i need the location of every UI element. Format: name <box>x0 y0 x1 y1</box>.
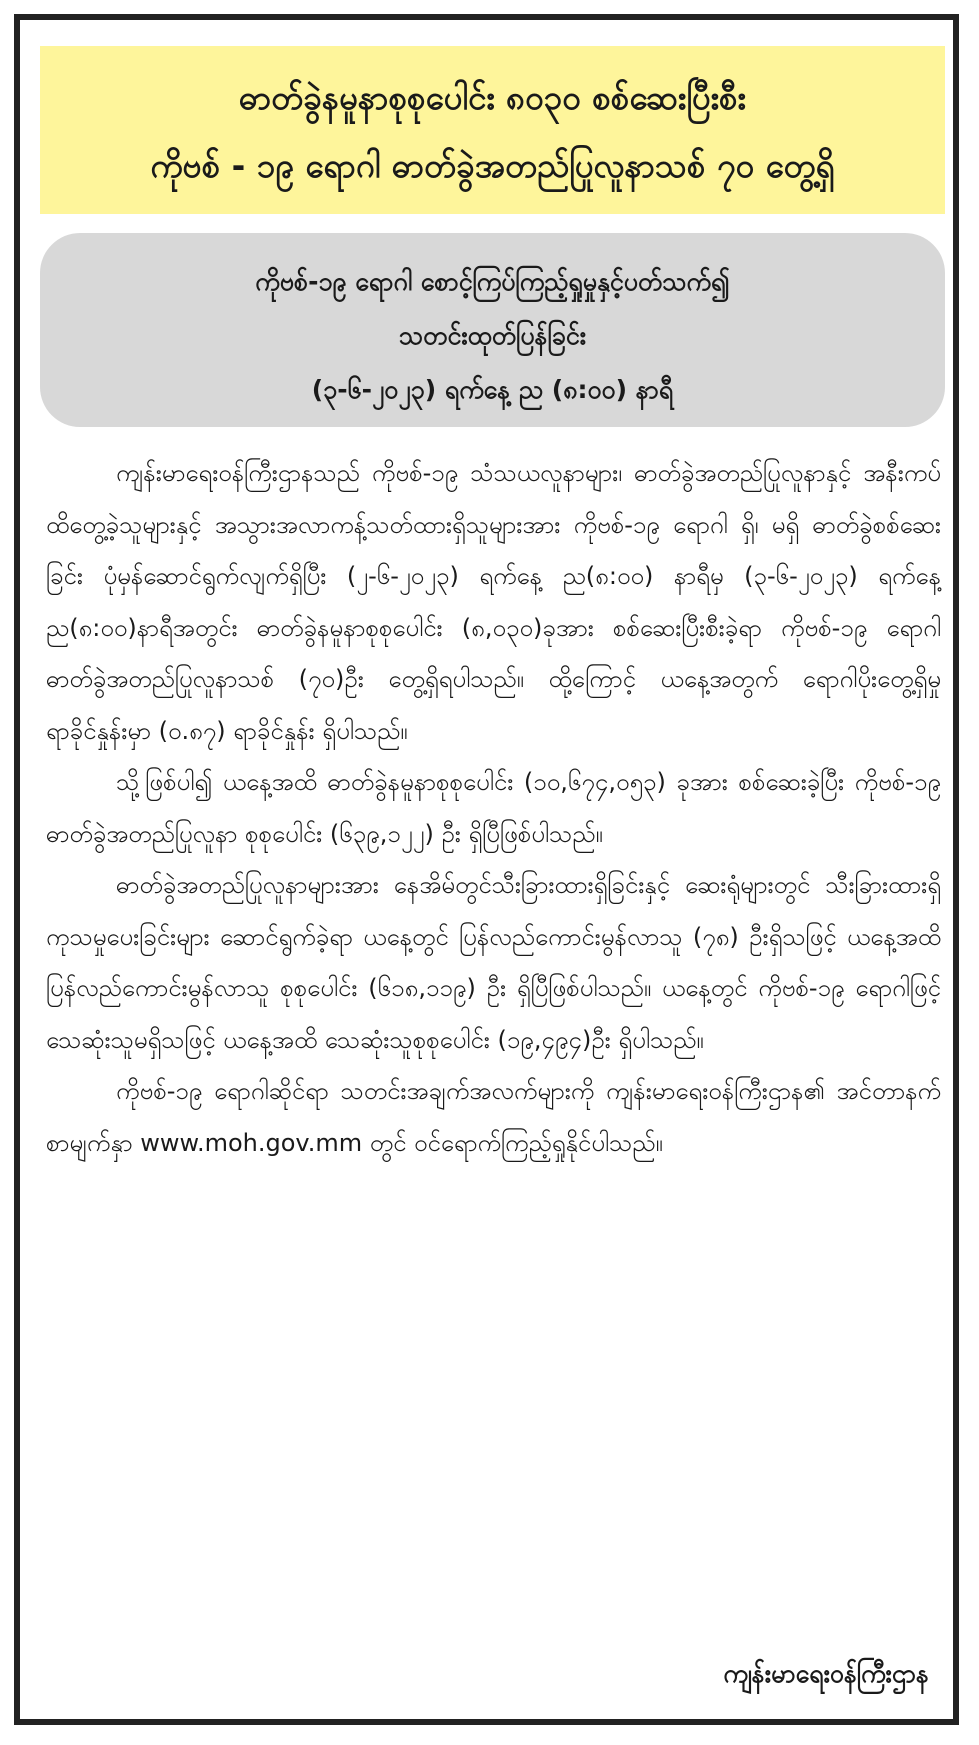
body-text <box>46 448 941 1169</box>
announcement-line-1: ကိုဗစ်-၁၉ ရောဂါ စောင့်ကြပ်ကြည့်ရှုမှုနှင့်ပတ်သက်၍ <box>255 267 730 296</box>
announcement-date: (၃-၆-၂၀၂၃) ရက်နေ့ ည (၈:၀၀) နာရီ <box>311 375 674 404</box>
body-paragraph-1: ကျန်းမာရေးဝန်ကြီးဌာနသည် ကိုဗစ်-၁၉ သံသယလူနာများ၊ ဓာတ်ခွဲအတည်ပြုလူနာနှင့် အနီးကပ်ထိတွေ့ခဲ့သူများနှင့် အသွားအလာကန့်သတ်ထားရှိသူများအား ကိုဗစ်-၁၉ ရောဂါ ရှိ၊ မရှိ ဓာတ်ခွဲစစ်ဆေးခြင်း ပုံမှန်ဆောင်ရွက်လျက်ရှိပြီး (၂-၆-၂၀၂၃) ရက်နေ့ ည(၈:၀၀) နာရီမှ (၃-၆-၂၀၂၃) ရက်နေ့ ည(၈:၀၀)နာရီအတွင်း ဓာတ်ခွဲနမူနာစုစုပေါင်း (၈,၀၃၀)ခုအား စစ်ဆေးပြီးစီးခဲ့ရာ ကိုဗစ်-၁၉ ရောဂါ ဓာတ်ခွဲအတည်ပြုလူနာသစ် (၇၀)ဦး တွေ့ရှိရပါသည်။ ထို့ကြောင့် ယနေ့အတွက် ရောဂါပိုးတွေ့ရှိမှု ရာခိုင်နှုန်းမှာ (၀.၈၇) ရာခိုင်နှုန်း ရှိပါသည်။ <box>46 459 941 745</box>
ministry-signature: ကျန်းမာရေးဝန်ကြီးဌာန <box>723 1659 929 1688</box>
body-paragraph-3: ဓာတ်ခွဲအတည်ပြုလူနာများအား နေအိမ်တွင်သီးခြားထားရှိခြင်းနှင့် ဆေးရုံများတွင် သီးခြားထားရှိကုသမှုပေးခြင်းများ ဆောင်ရွက်ခဲ့ရာ ယနေ့တွင် ပြန်လည်ကောင်းမွန်လာသူ (၇၈) ဦးရှိသဖြင့် ယနေ့အထိ ပြန်လည်ကောင်းမွန်လာသူ စုစုပေါင်း (၆၁၈,၁၁၉) ဦး ရှိပြီဖြစ်ပါသည်။ ယနေ့တွင် ကိုဗစ်-၁၉ ရောဂါဖြင့် သေဆုံးသူမရှိသဖြင့် ယနေ့အထိ သေဆုံးသူစုစုပေါင်း (၁၉,၄၉၄)ဦး ရှိပါသည်။ <box>46 871 941 1054</box>
announcement-line-2: သတင်းထုတ်ပြန်ခြင်း <box>398 321 587 350</box>
headline-line-1: ဓာတ်ခွဲနမူနာစုစုပေါင်း ၈၀၃၀ စစ်ဆေးပြီးစီး <box>239 78 746 117</box>
document-frame <box>14 14 959 1725</box>
announcement-box <box>40 233 945 427</box>
headline-line-2: ကိုဗစ် - ၁၉ ရောဂါ ဓာတ်ခွဲအတည်ပြုလူနာသစ် ၇၀ တွေ့ရှိ <box>150 146 835 185</box>
headline-banner <box>40 46 945 214</box>
body-paragraph-4: ကိုဗစ်-၁၉ ရောဂါဆိုင်ရာ သတင်းအချက်အလက်များကို ကျန်းမာရေးဝန်ကြီးဌာန၏ အင်တာနက်စာမျက်နှာ www.moh.gov.mm တွင် ဝင်ရောက်ကြည့်ရှုနိုင်ပါသည်။ <box>46 1077 941 1157</box>
body-paragraph-2: သို့ဖြစ်ပါ၍ ယနေ့အထိ ဓာတ်ခွဲနမူနာစုစုပေါင်း (၁၀,၆၇၄,၀၅၃) ခုအား စစ်ဆေးခဲ့ပြီး ကိုဗစ်-၁၉ ဓာတ်ခွဲအတည်ပြုလူနာ စုစုပေါင်း (၆၃၉,၁၂၂) ဦး ရှိပြီဖြစ်ပါသည်။ <box>46 768 941 848</box>
